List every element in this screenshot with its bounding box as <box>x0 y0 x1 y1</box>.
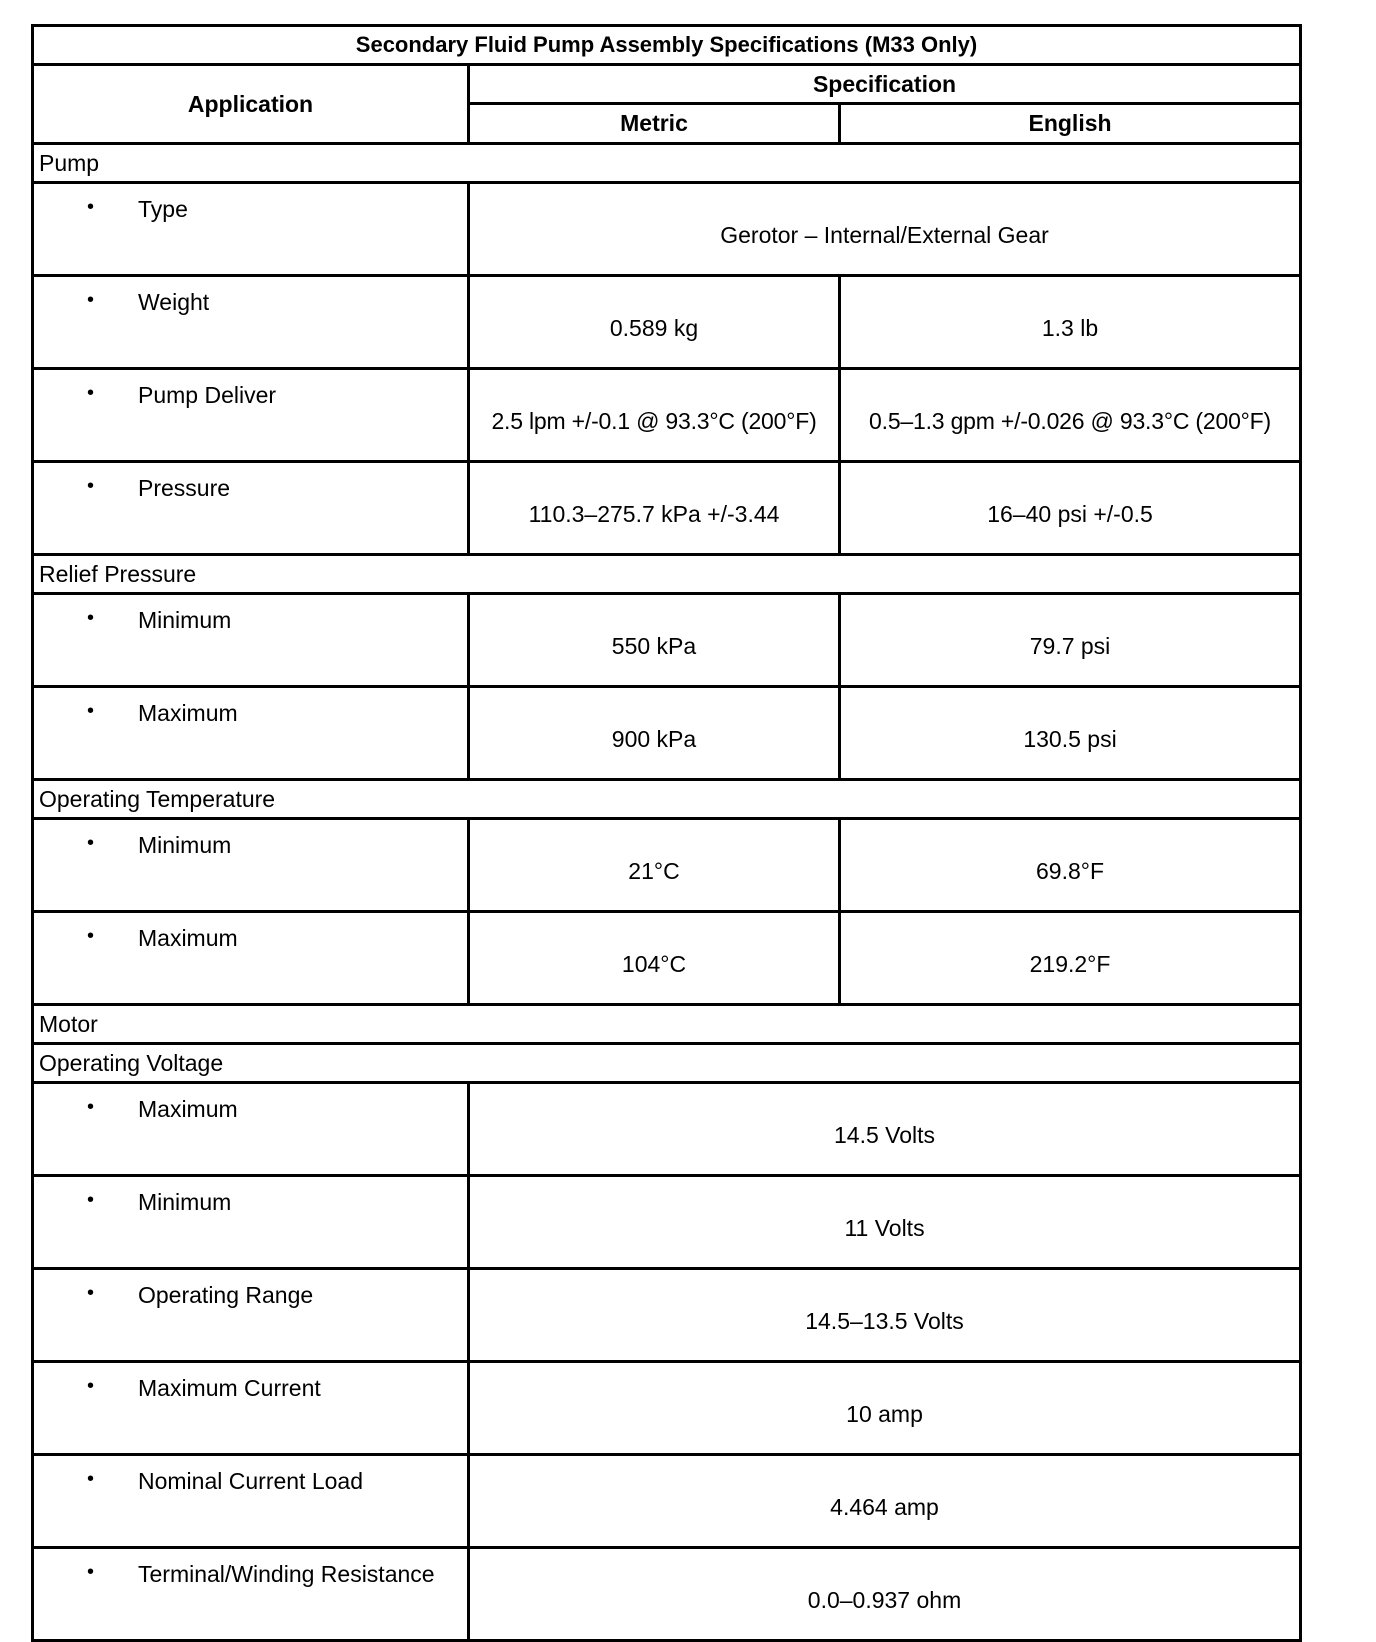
section-row-relief-pressure <box>33 555 1301 594</box>
item-label: Minimum <box>138 1189 232 1215</box>
item-label: Maximum <box>138 925 238 951</box>
metric-value: 900 kPa <box>469 687 840 780</box>
item-label: Maximum <box>138 700 238 726</box>
table-row <box>33 369 1301 462</box>
section-label: Motor <box>33 1005 1301 1044</box>
item-label: Pressure <box>138 475 231 501</box>
application-header: Application <box>33 65 469 144</box>
table-row <box>33 1548 1301 1641</box>
bullet-icon: • <box>87 700 95 722</box>
spec-value: 11 Volts <box>469 1176 1301 1269</box>
english-value: 130.5 psi <box>840 687 1301 780</box>
bullet-icon: • <box>87 382 95 404</box>
application-cell <box>33 1176 469 1269</box>
item-label: Pump Deliver <box>138 382 277 408</box>
application-cell <box>33 1455 469 1548</box>
table-title-row <box>33 26 1301 65</box>
application-cell <box>33 1269 469 1362</box>
table-row <box>33 819 1301 912</box>
metric-value: 2.5 lpm +/-0.1 @ 93.3°C (200°F) <box>469 369 840 462</box>
bullet-icon: • <box>87 289 95 311</box>
item-label: Nominal Current Load <box>138 1468 364 1494</box>
item-label: Minimum <box>138 607 232 633</box>
bullet-icon: • <box>87 196 95 218</box>
english-value: 69.8°F <box>840 819 1301 912</box>
item-label: Operating Range <box>138 1282 314 1308</box>
table-row <box>33 1176 1301 1269</box>
english-value: 1.3 lb <box>840 276 1301 369</box>
application-cell <box>33 687 469 780</box>
english-header: English <box>840 104 1301 144</box>
bullet-icon: • <box>87 1189 95 1211</box>
table-row <box>33 594 1301 687</box>
application-cell <box>33 912 469 1005</box>
table-row <box>33 1455 1301 1548</box>
table-row <box>33 276 1301 369</box>
english-value: 79.7 psi <box>840 594 1301 687</box>
item-label: Type <box>138 196 188 222</box>
spec-value: 10 amp <box>469 1362 1301 1455</box>
bullet-icon: • <box>87 1096 95 1118</box>
section-row-motor <box>33 1005 1301 1044</box>
table-row <box>33 912 1301 1005</box>
section-row-pump <box>33 144 1301 183</box>
metric-header: Metric <box>469 104 840 144</box>
header-row-1 <box>33 65 1301 104</box>
application-cell <box>33 594 469 687</box>
bullet-icon: • <box>87 1375 95 1397</box>
section-row-operating-temperature <box>33 780 1301 819</box>
english-value: 16–40 psi +/-0.5 <box>840 462 1301 555</box>
spec-value: 4.464 amp <box>469 1455 1301 1548</box>
item-label: Terminal/Winding Resistance <box>138 1561 435 1587</box>
section-label: Pump <box>33 144 1301 183</box>
metric-value: 21°C <box>469 819 840 912</box>
english-value: 0.5–1.3 gpm +/-0.026 @ 93.3°C (200°F) <box>840 369 1301 462</box>
spec-value: 14.5 Volts <box>469 1083 1301 1176</box>
table-row <box>33 687 1301 780</box>
table-row <box>33 1083 1301 1176</box>
pump-specifications-table <box>31 24 1302 1642</box>
item-label: Maximum Current <box>138 1375 321 1401</box>
spec-value: Gerotor – Internal/External Gear <box>469 183 1301 276</box>
english-value: 219.2°F <box>840 912 1301 1005</box>
bullet-icon: • <box>87 832 95 854</box>
item-label: Minimum <box>138 832 232 858</box>
application-cell <box>33 819 469 912</box>
bullet-icon: • <box>87 1561 95 1583</box>
section-label: Operating Voltage <box>33 1044 1301 1083</box>
item-label: Maximum <box>138 1096 238 1122</box>
metric-value: 104°C <box>469 912 840 1005</box>
section-label: Relief Pressure <box>33 555 1301 594</box>
metric-value: 0.589 kg <box>469 276 840 369</box>
application-cell <box>33 369 469 462</box>
metric-value: 550 kPa <box>469 594 840 687</box>
bullet-icon: • <box>87 1468 95 1490</box>
application-cell <box>33 1362 469 1455</box>
bullet-icon: • <box>87 925 95 947</box>
application-cell <box>33 276 469 369</box>
spec-value: 0.0–0.937 ohm <box>469 1548 1301 1641</box>
item-label: Weight <box>138 289 210 315</box>
table-title: Secondary Fluid Pump Assembly Specifications (M33 Only) <box>33 26 1301 65</box>
spec-value: 14.5–13.5 Volts <box>469 1269 1301 1362</box>
application-cell <box>33 1083 469 1176</box>
bullet-icon: • <box>87 475 95 497</box>
table-row <box>33 462 1301 555</box>
section-label: Operating Temperature <box>33 780 1301 819</box>
bullet-icon: • <box>87 607 95 629</box>
application-cell <box>33 1548 469 1641</box>
metric-value: 110.3–275.7 kPa +/-3.44 <box>469 462 840 555</box>
table-row <box>33 1269 1301 1362</box>
specification-header: Specification <box>469 65 1301 104</box>
table-row <box>33 1362 1301 1455</box>
application-cell <box>33 183 469 276</box>
application-cell <box>33 462 469 555</box>
section-row-operating-voltage <box>33 1044 1301 1083</box>
table-row <box>33 183 1301 276</box>
bullet-icon: • <box>87 1282 95 1304</box>
